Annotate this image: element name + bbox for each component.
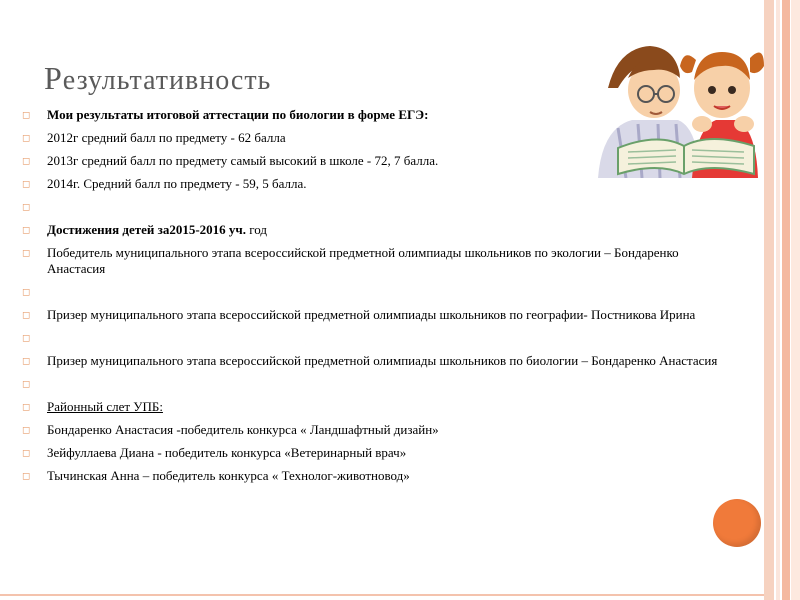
children-reading-book-illustration bbox=[588, 28, 764, 178]
list-item bbox=[20, 376, 730, 392]
decor-stripe bbox=[764, 0, 774, 600]
bullet-icon: ◻ bbox=[22, 402, 31, 413]
item-text-rest: год bbox=[246, 222, 268, 237]
bullet-icon: ◻ bbox=[22, 110, 31, 121]
list-item bbox=[20, 330, 730, 346]
item-text: Тычинская Анна – победитель конкурса « Технолог-животновод» bbox=[47, 468, 410, 483]
list-item bbox=[20, 422, 730, 438]
item-text: 2014г. Средний балл по предмету - 59, 5 балла. bbox=[47, 176, 307, 191]
list-item bbox=[20, 176, 730, 192]
decor-stripe bbox=[776, 0, 780, 600]
list-item bbox=[20, 307, 730, 323]
list-item bbox=[20, 199, 730, 215]
bullet-icon: ◻ bbox=[22, 471, 31, 482]
decor-stripe bbox=[782, 0, 790, 600]
item-text: Призер муниципального этапа всероссийской предметной олимпиады школьников по географии- Постникова Ирина bbox=[47, 307, 696, 322]
bullet-icon: ◻ bbox=[22, 425, 31, 436]
list-item bbox=[20, 399, 730, 415]
item-text: Победитель муниципального этапа всероссийской предметной олимпиады школьников по экологии – Бондаренко Анастасия bbox=[47, 245, 679, 276]
title-rest: езультативность bbox=[62, 65, 272, 96]
bullet-icon: ◻ bbox=[22, 225, 31, 236]
item-text: 2013г средний балл по предмету самый высокий в школе - 72, 7 балла. bbox=[47, 153, 439, 168]
item-text: 2012г средний балл по предмету - 62 балла bbox=[47, 130, 286, 145]
bullet-icon: ◻ bbox=[22, 448, 31, 459]
bullet-icon: ◻ bbox=[22, 310, 31, 321]
item-text: Бондаренко Анастасия -победитель конкурса « Ландшафтный дизайн» bbox=[47, 422, 439, 437]
item-text-bold: Достижения детей за2015-2016 уч. bbox=[47, 222, 247, 237]
bottom-divider bbox=[0, 594, 764, 596]
item-text: Районный слет УПБ: bbox=[47, 399, 163, 414]
list-item bbox=[20, 245, 730, 277]
decor-stripe bbox=[791, 0, 800, 600]
bullet-icon: ◻ bbox=[22, 356, 31, 367]
bullet-icon: ◻ bbox=[22, 156, 31, 167]
item-text: Призер муниципального этапа всероссийской предметной олимпиады школьников по биологии – Бондаренко Анастасия bbox=[47, 353, 718, 368]
list-item bbox=[20, 222, 730, 238]
title-first-letter: Р bbox=[44, 60, 63, 96]
bullet-icon: ◻ bbox=[22, 287, 31, 298]
slide-title bbox=[44, 60, 271, 97]
bullet-icon: ◻ bbox=[22, 179, 31, 190]
list-item bbox=[20, 445, 730, 461]
item-text: Зейфуллаева Диана - победитель конкурса «Ветеринарный врач» bbox=[47, 445, 407, 460]
item-text: Мои результаты итоговой аттестации по биологии в форме ЕГЭ: bbox=[47, 107, 429, 122]
bullet-icon: ◻ bbox=[22, 202, 31, 213]
bullet-icon: ◻ bbox=[22, 133, 31, 144]
list-item bbox=[20, 284, 730, 300]
bullet-icon: ◻ bbox=[22, 379, 31, 390]
list-item bbox=[20, 353, 730, 369]
list-item bbox=[20, 468, 730, 484]
bullet-icon: ◻ bbox=[22, 333, 31, 344]
orange-circle-decor bbox=[713, 499, 761, 547]
bullet-icon: ◻ bbox=[22, 248, 31, 259]
